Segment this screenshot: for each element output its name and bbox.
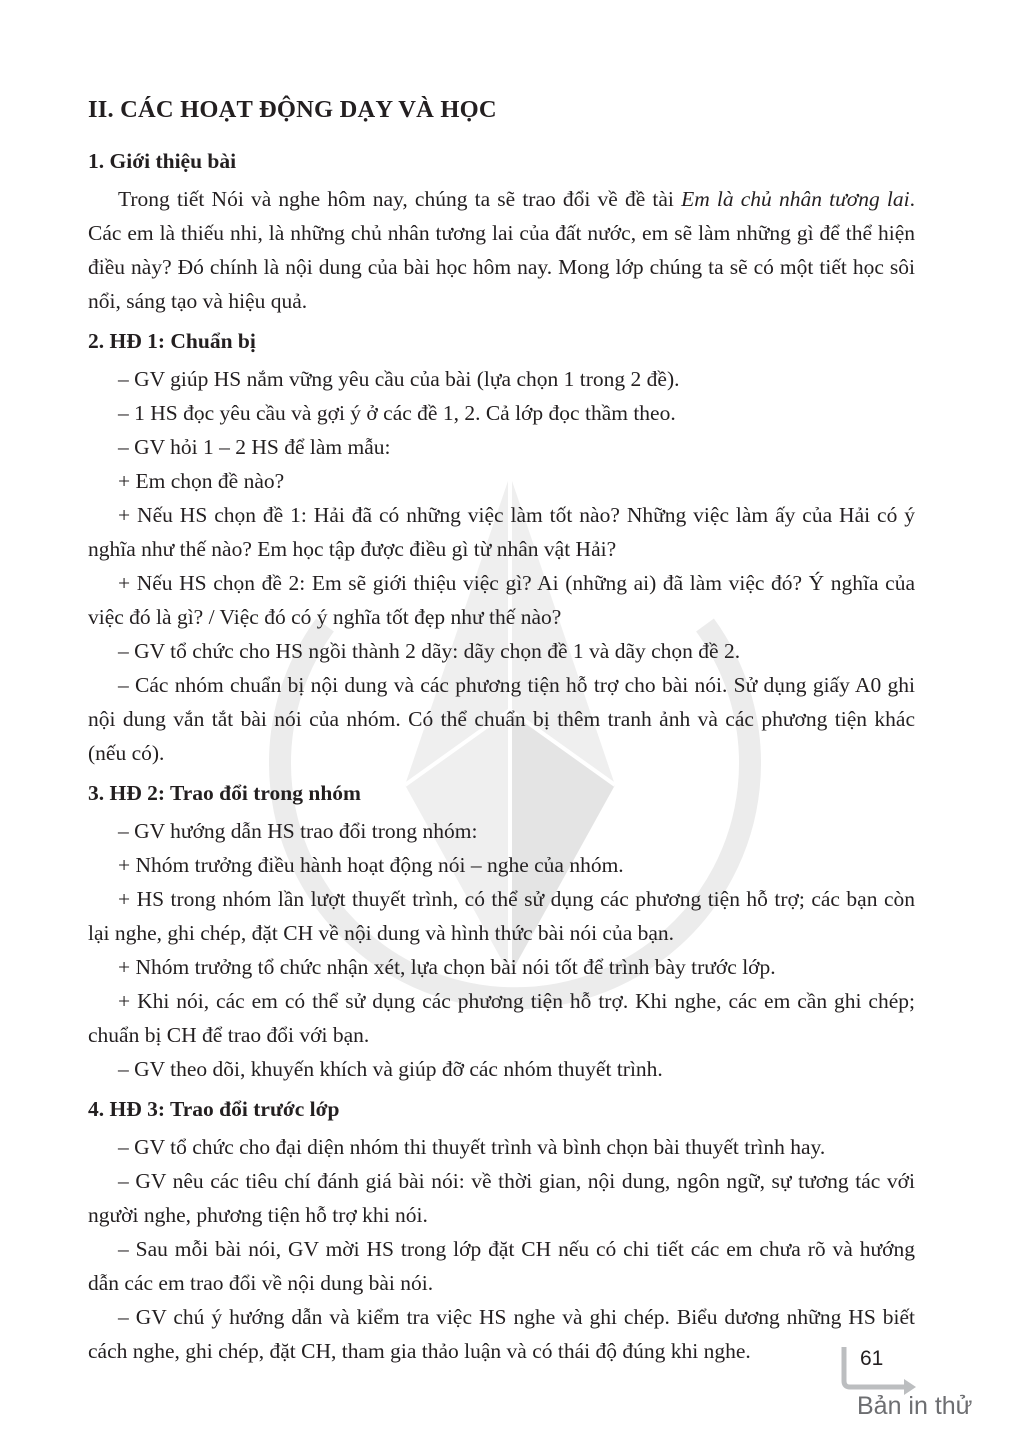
intro-paragraph: Trong tiết Nói và nghe hôm nay, chúng ta sẽ trao đổi về đề tài Em là chủ nhân tương lai. Các em là thiếu nhi, là những chủ nhân tương lai của đất nước, em sẽ làm những gì để thể hiện điều này? Đó chính là nội dung của bài học hôm nay. Mong lớp chúng ta sẽ có một tiết học sôi nổi, sáng tạo và hiệu quả. xyxy=(88,187,915,313)
paragraph: + Nhóm trưởng điều hành hoạt động nói – nghe của nhóm. xyxy=(118,853,624,877)
paragraph: + HS trong nhóm lần lượt thuyết trình, có thể sử dụng các phương tiện hỗ trợ; các bạn còn lại nghe, ghi chép, đặt CH về nội dung và hình thức bài nói của bạn. xyxy=(88,887,915,945)
section-title: 4. HĐ 3: Trao đổi trước lớp xyxy=(88,1097,340,1121)
paragraph: – GV giúp HS nắm vững yêu cầu của bài (lựa chọn 1 trong 2 đề). xyxy=(118,367,680,391)
paragraph: – GV hướng dẫn HS trao đổi trong nhóm: xyxy=(118,819,478,843)
paragraph: – 1 HS đọc yêu cầu và gợi ý ở các đề 1, 2. Cả lớp đọc thầm theo. xyxy=(118,401,676,425)
paragraph: – Sau mỗi bài nói, GV mời HS trong lớp đặt CH nếu có chi tiết các em chưa rõ và hướng dẫn các em trao đổi về nội dung bài nói. xyxy=(88,1237,915,1295)
paragraph: – GV theo dõi, khuyến khích và giúp đỡ các nhóm thuyết trình. xyxy=(118,1057,663,1081)
paragraph: – GV nêu các tiêu chí đánh giá bài nói: về thời gian, nội dung, ngôn ngữ, sự tương tác với người nghe, phương tiện hỗ trợ khi nói. xyxy=(88,1169,915,1227)
paragraph: – GV tổ chức cho đại diện nhóm thi thuyết trình và bình chọn bài thuyết trình hay. xyxy=(118,1135,826,1159)
page-content xyxy=(88,96,915,1368)
paragraph: – GV chú ý hướng dẫn và kiểm tra việc HS nghe và ghi chép. Biểu dương những HS biết cách nghe, ghi chép, đặt CH, tham gia thảo luận và có thái độ đúng khi nghe. xyxy=(88,1305,915,1363)
section-group-discussion xyxy=(88,776,915,1086)
paragraph: + Nhóm trưởng tổ chức nhận xét, lựa chọn bài nói tốt để trình bày trước lớp. xyxy=(118,955,776,979)
print-proof-label: Bản in thử xyxy=(857,1392,973,1420)
topic-title: Em là chủ nhân tương lai xyxy=(681,187,910,211)
section-title: 3. HĐ 2: Trao đổi trong nhóm xyxy=(88,781,361,805)
page-number: 61 xyxy=(860,1347,884,1370)
paragraph: – GV hỏi 1 – 2 HS để làm mẫu: xyxy=(118,435,391,459)
section-preparation xyxy=(88,324,915,770)
section-title: 2. HĐ 1: Chuẩn bị xyxy=(88,329,256,353)
paragraph: – Các nhóm chuẩn bị nội dung và các phương tiện hỗ trợ cho bài nói. Sử dụng giấy A0 ghi nội dung vắn tắt bài nói của nhóm. Có thể chuẩn bị thêm tranh ảnh và các phương tiện khác (nếu có). xyxy=(88,673,915,765)
paragraph: + Em chọn đề nào? xyxy=(118,469,285,493)
paragraph: + Khi nói, các em có thể sử dụng các phương tiện hỗ trợ. Khi nghe, các em cần ghi chép; chuẩn bị CH để trao đổi với bạn. xyxy=(88,989,915,1047)
paragraph: + Nếu HS chọn đề 2: Em sẽ giới thiệu việc gì? Ai (những ai) đã làm việc đó? Ý nghĩa của việc đó là gì? / Việc đó có ý nghĩa tốt đẹp như thế nào? xyxy=(88,571,915,629)
paragraph: – GV tổ chức cho HS ngồi thành 2 dãy: dãy chọn đề 1 và dãy chọn đề 2. xyxy=(118,639,741,663)
page-footer xyxy=(830,1345,1010,1445)
main-heading: II. CÁC HOẠT ĐỘNG DẠY VÀ HỌC xyxy=(88,96,497,123)
section-class-discussion xyxy=(88,1092,915,1368)
section-title: 1. Giới thiệu bài xyxy=(88,149,237,173)
section-intro xyxy=(88,144,915,318)
paragraph: + Nếu HS chọn đề 1: Hải đã có những việc làm tốt nào? Những việc làm ấy của Hải có ý nghĩa như thế nào? Em học tập được điều gì từ nhân vật Hải? xyxy=(88,503,915,561)
